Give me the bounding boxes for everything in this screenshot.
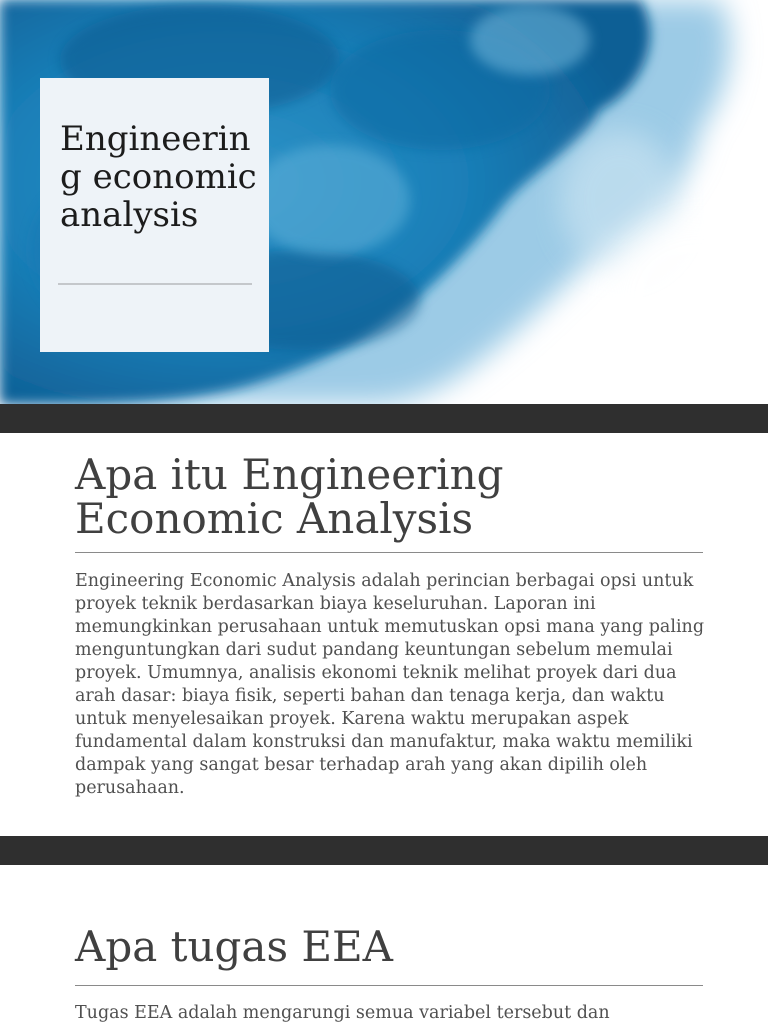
heading-underline (75, 552, 703, 553)
title-slide (0, 0, 768, 404)
slide-title: Engineering economic analysis (60, 119, 257, 235)
heading-underline (75, 985, 703, 986)
slide-section-1 (0, 433, 768, 836)
title-underline (58, 283, 252, 285)
title-card (40, 78, 269, 352)
section-body: Tugas EEA adalah mengarungi semua variabel tersebut dan (75, 1003, 610, 1023)
section-heading: Apa itu Engineering Economic Analysis (75, 450, 504, 543)
slide-divider (0, 404, 768, 433)
section-heading: Apa tugas EEA (75, 922, 394, 971)
slide-section-2 (0, 865, 768, 1024)
slide-divider (0, 836, 768, 865)
section-body: Engineering Economic Analysis adalah perincian berbagai opsi untuk proyek teknik berdasarkan biaya keseluruhan. Laporan ini memungkinkan perusahaan untuk memutuskan opsi mana yang paling menguntungkan dari sudut pandang keuntungan sebelum memulai proyek. Umumnya, analisis ekonomi teknik melihat proyek dari dua arah dasar: biaya fisik, seperti bahan dan tenaga kerja, dan waktu untuk menyelesaikan proyek. Karena waktu merupakan aspek fundamental dalam konstruksi dan manufaktur, maka waktu memiliki dampak yang sangat besar terhadap arah yang akan dipilih oleh perusahaan. (75, 571, 705, 798)
